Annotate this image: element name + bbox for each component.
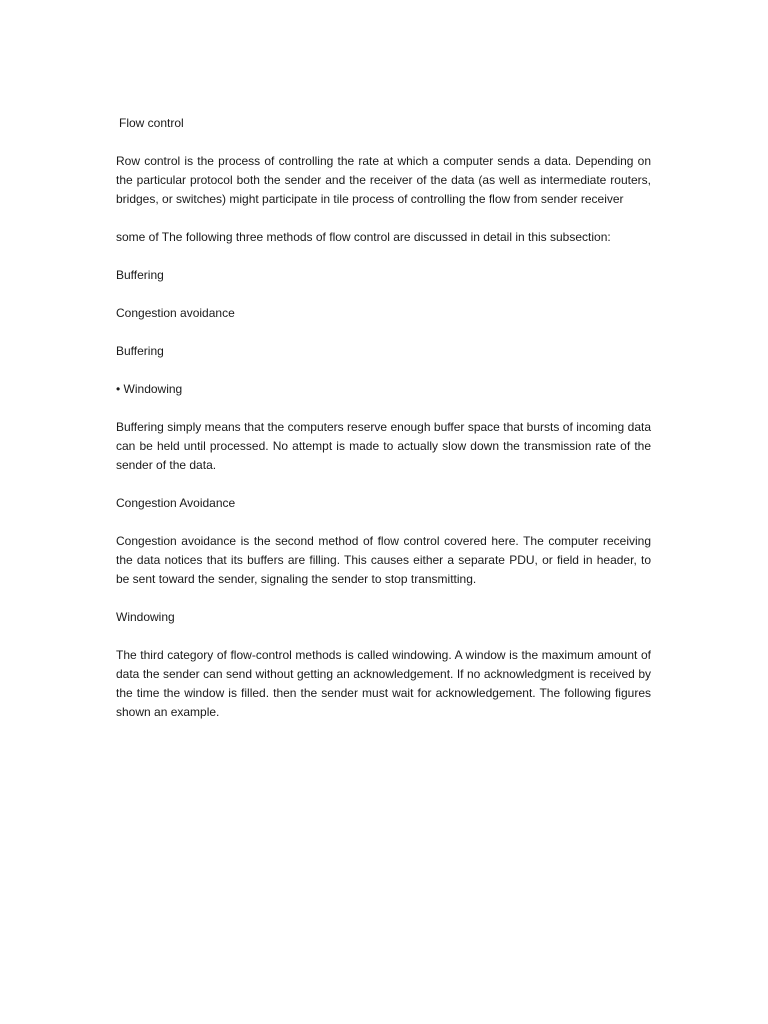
methods-intro-paragraph: some of The following three methods of flow control are discussed in detail in this subsection: bbox=[116, 230, 611, 244]
list-item: • Windowing bbox=[116, 382, 183, 396]
windowing-heading: Windowing bbox=[116, 610, 175, 624]
congestion-paragraph: Congestion avoidance is the second method of flow control covered here. The computer receiving the data notices that its buffers are filling. This causes either a separate PDU, or field in header, to be sent toward the sender, signaling the sender to stop transmitting. bbox=[116, 534, 651, 586]
congestion-heading: Congestion Avoidance bbox=[116, 496, 236, 510]
document-title: Flow control bbox=[119, 116, 184, 130]
list-item: Congestion avoidance bbox=[116, 306, 235, 320]
list-item: Buffering bbox=[116, 344, 164, 358]
document-body bbox=[116, 114, 651, 741]
intro-paragraph: Row control is the process of controlling the rate at which a computer sends a data. Depending on the particular protocol both the sender and the receiver of the data (as well as intermediate routers, bridges, or switches) might participate in tile process of controlling the flow from sender receiver bbox=[116, 154, 651, 206]
windowing-paragraph: The third category of flow-control methods is called windowing. A window is the maximum amount of data the sender can send without getting an acknowledgement. If no acknowledgment is received by the time the window is filled. then the sender must wait for acknowledgement. The following figures shown an example. bbox=[116, 648, 651, 719]
list-item: Buffering bbox=[116, 268, 164, 282]
buffering-paragraph: Buffering simply means that the computers reserve enough buffer space that bursts of incoming data can be held until processed. No attempt is made to actually slow down the transmission rate of the sender of the data. bbox=[116, 420, 651, 472]
